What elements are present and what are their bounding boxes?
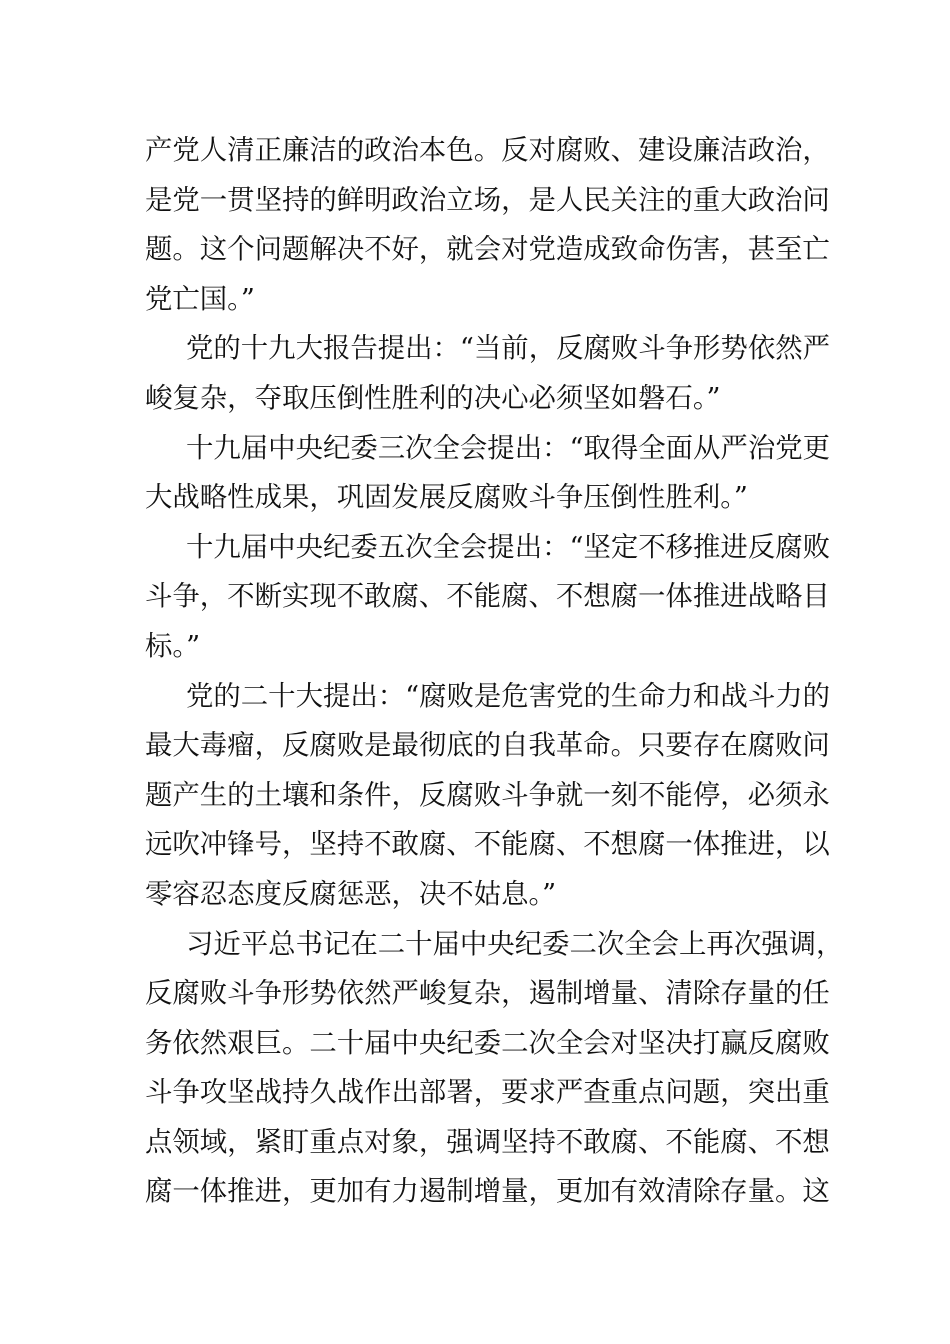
document-page (145, 126, 844, 1217)
text-line: 标。” (145, 630, 201, 662)
text-line: 最大毒瘤，反腐败是最彻底的自我革命。只要存在腐败问 (145, 730, 830, 762)
text-line: 党的十九大报告提出：“当前，反腐败斗争形势依然严 (186, 333, 830, 365)
paragraph-fifth-plenary (145, 523, 830, 672)
text-line: 题产生的土壤和条件，反腐败斗争就一刻不能停，必须永 (145, 779, 830, 811)
text-line: 题。这个问题解决不好，就会对党造成致命伤害，甚至亡 (145, 234, 830, 266)
text-line: 党的二十大提出：“腐败是危害党的生命力和战斗力的 (186, 680, 830, 712)
paragraph-20th-congress (145, 672, 830, 920)
text-line: 务依然艰巨。二十届中央纪委二次全会对坚决打赢反腐败 (145, 1027, 830, 1059)
text-line: 斗争攻坚战持久战作出部署，要求严查重点问题，突出重 (145, 1077, 830, 1109)
text-line: 斗争，不断实现不敢腐、不能腐、不想腐一体推进战略目 (145, 581, 830, 613)
text-line: 点领域，紧盯重点对象，强调坚持不敢腐、不能腐、不想 (145, 1126, 830, 1158)
text-line: 产党人清正廉洁的政治本色。反对腐败、建设廉洁政治， (145, 135, 830, 166)
text-line: 十九届中央纪委三次全会提出：“取得全面从严治党更 (186, 432, 830, 464)
text-line: 零容忍态度反腐惩恶，决不姑息。” (145, 878, 557, 910)
paragraph-19th-congress (145, 324, 830, 423)
text-line: 峻复杂，夺取压倒性胜利的决心必须坚如磐石。” (145, 382, 721, 414)
text-line: 十九届中央纪委五次全会提出：“坚定不移推进反腐败 (186, 531, 830, 563)
text-line: 党亡国。” (145, 283, 255, 315)
paragraph-continuation (145, 126, 830, 324)
text-line: 大战略性成果，巩固发展反腐败斗争压倒性胜利。” (145, 482, 748, 514)
text-line: 反腐败斗争形势依然严峻复杂，遏制增量、清除存量的任 (145, 978, 830, 1010)
text-line: 远吹冲锋号，坚持不敢腐、不能腐、不想腐一体推进，以 (145, 829, 830, 861)
text-line: 是党一贯坚持的鲜明政治立场，是人民关注的重大政治问 (145, 184, 830, 216)
text-line: 习近平总书记在二十届中央纪委二次全会上再次强调， (186, 928, 844, 960)
paragraph-third-plenary (145, 424, 830, 523)
paragraph-second-plenary (145, 920, 844, 1218)
text-line: 腐一体推进，更加有力遏制增量，更加有效清除存量。这 (145, 1176, 830, 1208)
